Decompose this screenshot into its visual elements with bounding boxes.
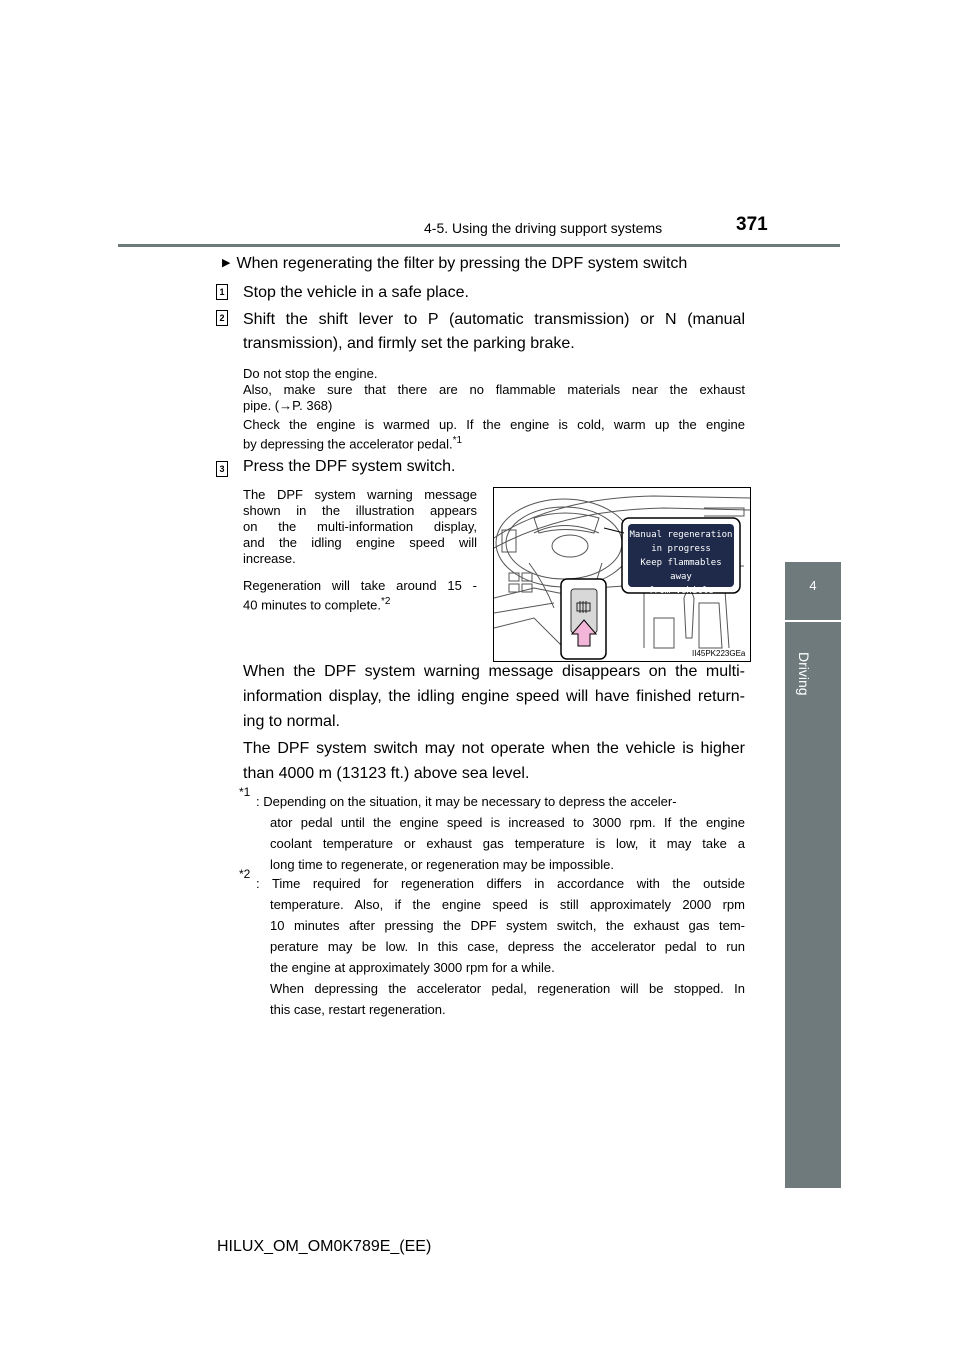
footnote-line: : Time required for regeneration differs in accordance with the outside (256, 876, 745, 891)
paragraph-line: information display, the idling engine speed will have finished return- (243, 688, 745, 705)
note-text: increase. (243, 551, 296, 566)
note-text (243, 594, 390, 613)
footnote-marker (239, 867, 250, 886)
footnote-line: 10 minutes after pressing the DPF system switch, the exhaust gas tem- (270, 918, 745, 933)
section-heading (222, 255, 687, 273)
note-text: The DPF system warning message (243, 487, 477, 502)
paragraph-line: ing to normal. (243, 713, 340, 730)
footnote-line: : Depending on the situation, it may be necessary to depress the acceler- (256, 794, 677, 809)
chapter-label: Driving (796, 652, 812, 696)
note-text: pipe. (→P. 368) (243, 398, 333, 413)
triangle-bullet-icon: ▶ (222, 257, 231, 269)
step-number-badge: 2 (216, 310, 228, 326)
step-3-text: Press the DPF system switch. (243, 458, 456, 475)
footnote-mark: *1 (452, 435, 463, 446)
display-line: Manual regeneration (629, 530, 733, 540)
note-text-content: by depressing the accelerator pedal. (243, 436, 453, 452)
footnote-line: coolant temperature or exhaust gas temperature is low, it may take a (270, 836, 745, 851)
step-1-text: Stop the vehicle in a safe place. (243, 284, 469, 301)
note-text: Do not stop the engine. (243, 366, 378, 381)
paragraph-line: than 4000 m (13123 ft.) above sea level. (243, 765, 530, 782)
footnote-marker (239, 785, 250, 804)
footnote-line: ator pedal until the engine speed is increased to 3000 rpm. If the engine (270, 815, 745, 830)
note-text: on the multi-information display, (243, 519, 477, 534)
step-2-text-line1: Shift the shift lever to P (automatic transmission) or N (manual (243, 311, 745, 328)
display-line: in progress (651, 544, 711, 554)
document-code: HILUX_OM_OM0K789E_(EE) (217, 1238, 432, 1255)
footnote-mark: *1 (239, 785, 251, 799)
footnote-line: this case, restart regeneration. (270, 1002, 446, 1017)
footnote-line: the engine at approximately 3000 rpm for a while. (270, 960, 555, 975)
section-title: 4-5. Using the driving support systems (424, 220, 663, 236)
footnote-mark: *2 (239, 867, 251, 881)
note-text: Check the engine is warmed up. If the engine is cold, warm up the engine (243, 417, 745, 432)
note-text: and the idling engine speed will (243, 535, 477, 550)
display-line: Keep flammables away (640, 558, 722, 582)
warning-message (628, 528, 734, 598)
chapter-number: 4 (809, 578, 817, 593)
step-number-badge: 3 (216, 461, 228, 477)
display-line: from vehicle (648, 586, 714, 596)
footnote-line: temperature. Also, if the engine speed is still approximately 2000 rpm (270, 897, 745, 912)
dashboard-illustration (493, 487, 751, 662)
step-number-badge: 1 (216, 284, 228, 300)
footnote-mark: *2 (381, 596, 391, 607)
paragraph-line: The DPF system switch may not operate when the vehicle is higher (243, 740, 745, 757)
chapter-tab-strip (785, 622, 841, 1188)
footnote-line: long time to regenerate, or regeneration may be impossible. (270, 857, 614, 872)
step-2-text-line2: transmission), and firmly set the parking brake. (243, 335, 575, 352)
figure-code: II45PK223GEa (692, 649, 746, 658)
heading-text: When regenerating the filter by pressing the DPF system switch (236, 255, 688, 272)
page-number: 371 (736, 214, 768, 235)
note-text-content: 40 minutes to complete. (243, 597, 382, 613)
header-rule (118, 244, 840, 247)
note-text: Regeneration will take around 15 - (243, 578, 477, 593)
note-text: Also, make sure that there are no flammable materials near the exhaust (243, 382, 745, 397)
footnote-line: perature may be low. In this case, depress the accelerator pedal to run (270, 939, 745, 954)
note-text: shown in the illustration appears (243, 503, 477, 518)
footnote-line: When depressing the accelerator pedal, regeneration will be stopped. In (270, 981, 745, 996)
paragraph-line: When the DPF system warning message disappears on the multi- (243, 663, 745, 680)
note-text (243, 433, 462, 452)
